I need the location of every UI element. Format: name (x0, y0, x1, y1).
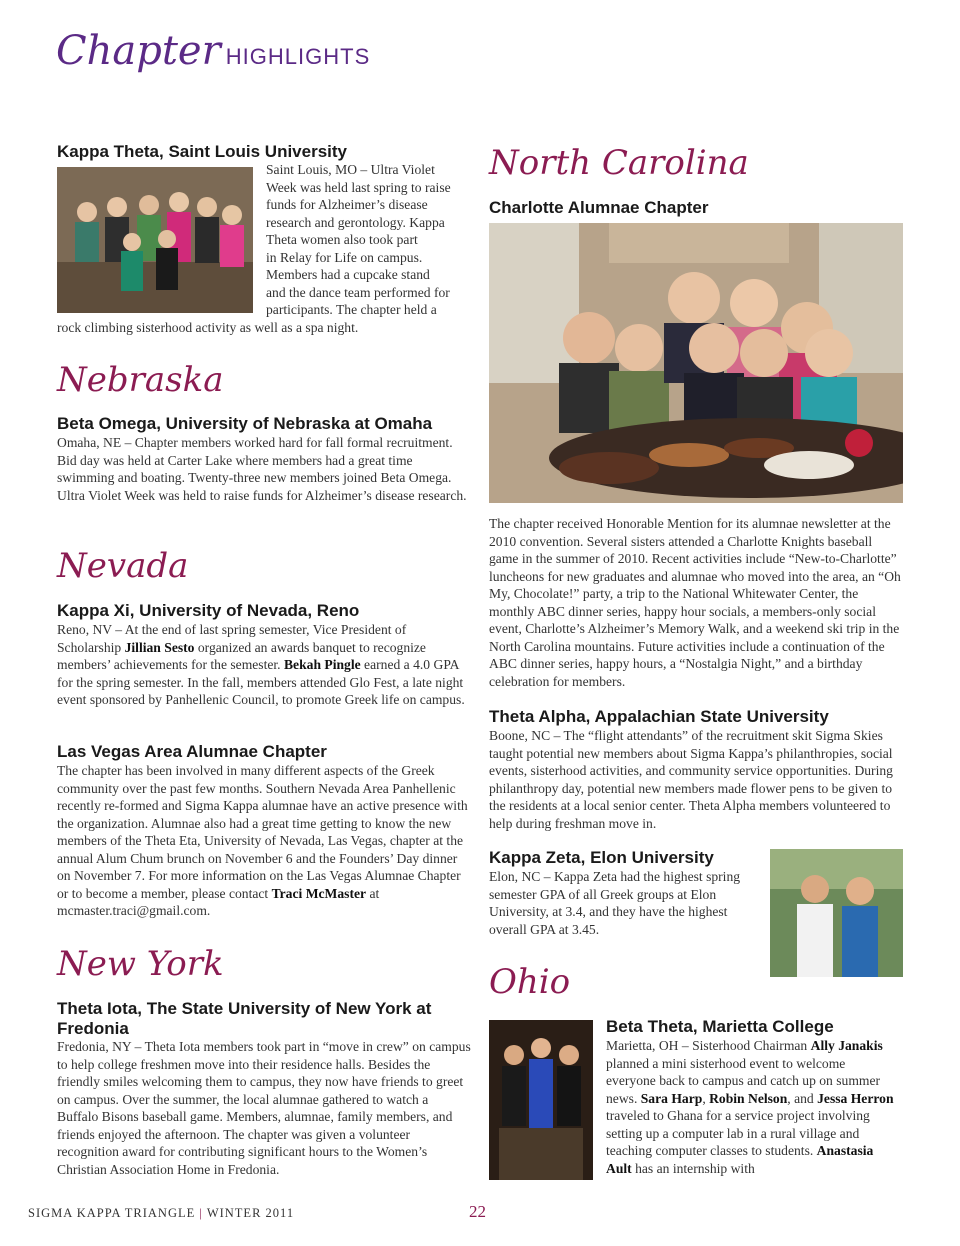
state-heading-ohio: Ohio (489, 962, 571, 1002)
beta-theta-heading: Beta Theta, Marietta College (606, 1017, 834, 1036)
text-line: and the dance team performed for (266, 284, 450, 300)
kappa-theta-body-wrap (266, 161, 476, 319)
page-number: 22 (469, 1202, 486, 1221)
kappa-theta-heading: Kappa Theta, Saint Louis University (57, 142, 348, 161)
text-run: organized an awards banquet to recognize members’ achievements for the semester. (57, 639, 426, 672)
footer-separator: | (199, 1206, 203, 1220)
theta-alpha-heading: Theta Alpha, Appalachian State University (489, 707, 829, 726)
member-name: Bekah Pingle (283, 657, 361, 672)
text-line: Saint Louis, MO – Ultra Violet (266, 162, 435, 177)
state-heading-nevada: Nevada (57, 546, 189, 586)
kappa-zeta-body: Elon, NC – Kappa Zeta had the highest spring semester GPA of all Greek groups at Elon University, at 3.4, and they have the highest overall GPA at 3.45. (489, 869, 741, 937)
text-line: Members had a cupcake stand (266, 267, 430, 282)
text-run: , and (787, 1090, 818, 1106)
member-name: Sara Harp (640, 1090, 703, 1106)
text-line: participants. The chapter held a (266, 302, 437, 317)
kappa-xi-body (57, 621, 469, 709)
beta-theta-body (606, 1037, 896, 1177)
member-name: Robin Nelson (709, 1090, 788, 1106)
text-line: funds for Alzheimer’s disease (266, 197, 428, 212)
state-heading-nebraska: Nebraska (57, 360, 224, 400)
member-name: Ally Janakis (810, 1038, 883, 1053)
text-run: Reno, NV – At the end of last spring semester, Vice President of Scholarship (57, 622, 407, 655)
text-run: at mcmaster.traci@gmail.com. (57, 885, 380, 918)
charlotte-body: The chapter received Honorable Mention for its alumnae newsletter at the 2010 convention. Several sisters attended a Charlotte Knights baseball game in the summer of 2010. Recent activities include “New-to-Charlotte” luncheons for new graduates and alumnae who moved into the area, an “Oh My, Chocolate!” party, a trip to the National Whitewater Center, the monthly ABC dinner series, happy hour socials, a members-only social event, Charlotte’s Alzheimer’s Memory Walk, and a weekend ski trip in the North Carolina mountains. Future activities include a continuation of the ABC dinner series, happy hours, a “Nostalgia Night,” and a birthday celebration for members. (489, 516, 901, 689)
text-run: Marietta, OH – Sisterhood Chairman (606, 1038, 811, 1053)
theta-alpha-body: Boone, NC – The “flight attendants” of the recruitment skit Sigma Skies taught potential new members about Sigma Kappa’s philanthropies, social events, sisterhood activities, and community service opportunities. During philanthropy day, potential new members made flower pens to be given to the residents at a local senior center. Theta Alpha members volunteered to help during freshman move in. (489, 728, 893, 831)
text-run: earned a 4.0 GPA for the spring semester. In the fall, members attended Glo Fest, a late night event sponsored by Panhellenic Council, to promote Greek life on campus. (57, 657, 465, 707)
text-run: The chapter has been involved in many different aspects of the Greek community over the past few months. Southern Nevada Area Panhellenic recently re-formed and Sigma Kappa alumnae have an active presence with the organization. Alumnae also had a great time getting to know the new members of the Theta Eta, University of Nevada, Las Vegas, chapter at the annual Alum Chum brunch on November 6 and the Founders’ Day dinner on November 7. For more information on the Las Vegas Alumnae Chapter or to become a member, please contact (57, 763, 468, 901)
beta-omega-heading: Beta Omega, University of Nebraska at Omaha (57, 414, 433, 433)
member-name: Jessa Herron (817, 1090, 894, 1106)
text-run: planned a mini sisterhood event to welcome everyone back to campus and catch up on summer news. (606, 1055, 881, 1106)
state-heading-new-york: New York (57, 944, 224, 984)
text-run: , (702, 1090, 710, 1106)
text-line: in Relay for Life on campus. (266, 249, 423, 265)
theta-iota-heading: Theta Iota, The State University of New York at Fredonia (57, 999, 432, 1038)
kappa-zeta-heading: Kappa Zeta, Elon University (489, 848, 714, 867)
text-run: traveled to Ghana for a service project involving setting up a computer lab in a rural village and teaching computer classes to students. (606, 1108, 870, 1158)
text-line: research and gerontology. Kappa (266, 214, 445, 230)
kappa-xi-heading: Kappa Xi, University of Nevada, Reno (57, 601, 360, 620)
kappa-zeta-photo (770, 849, 903, 977)
member-name: Traci McMaster (271, 885, 367, 901)
kappa-theta-photo (57, 167, 253, 313)
kappa-theta-body-end: rock climbing sisterhood activity as well as a spa night. (57, 320, 359, 335)
charlotte-group-photo (489, 223, 903, 503)
las-vegas-body (57, 762, 471, 920)
theta-iota-body: Fredonia, NY – Theta Iota members took part in “move in crew” on campus to help college freshmen move into their residence halls. Besides the friendly smiles welcoming them to campus, they now have friends to greet on campus. Over the summer, the local alumnae gathered to watch a Buffalo Bisons baseball game. Members, alumnae, family members, and friends enjoyed the afternoon. The chapter was given a volunteer recognition award for contributing significant hours to the Women’s Christian Association Home in Fredonia. (57, 1039, 471, 1177)
footer-masthead (28, 1206, 294, 1221)
text-line: Theta women also took part (266, 232, 418, 247)
issue-label: WINTER 2011 (206, 1206, 295, 1220)
text-run: has an internship with (631, 1160, 755, 1176)
las-vegas-heading: Las Vegas Area Alumnae Chapter (57, 742, 327, 761)
text-line: Week was held last spring to raise (266, 179, 451, 195)
magazine-name: SIGMA KAPPA TRIANGLE (28, 1206, 196, 1220)
charlotte-heading: Charlotte Alumnae Chapter (489, 198, 709, 217)
beta-omega-body: Omaha, NE – Chapter members worked hard for fall formal recruitment. Bid day was held at Carter Lake where members had a great time swimming and boating. Twenty-three new members joined Beta Omega. Ultra Violet Week was held to raise funds for Alzheimer’s disease research. (57, 435, 467, 503)
beta-theta-photo (489, 1020, 593, 1180)
page-title-caps: HIGHLIGHTS (225, 44, 371, 69)
state-heading-north-carolina: North Carolina (489, 143, 749, 183)
member-name: Jillian Sesto (124, 639, 195, 655)
page-title (56, 28, 370, 74)
member-name: Anastasia Ault (606, 1143, 874, 1176)
page-title-script: Chapter (56, 28, 221, 74)
